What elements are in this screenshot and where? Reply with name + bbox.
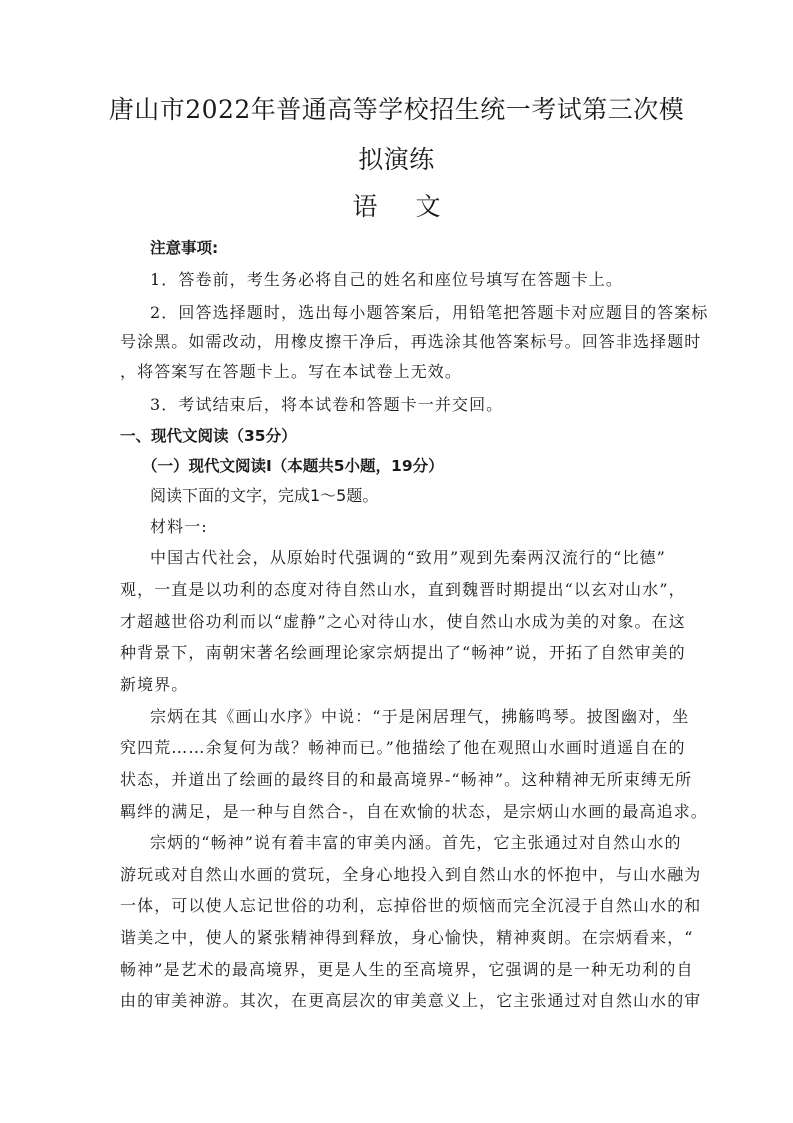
sub-section-heading: （一）现代文阅读Ⅰ（本题共5小题，19分） [142, 457, 444, 475]
passage-line: 究四荒……余复何为哉？畅神而已。”他描绘了他在观照山水画时逍遥自在的 [120, 738, 686, 757]
passage-line: 畅神”是艺术的最高境界，更是人生的至高境界，它强调的是一种无功利的自 [120, 960, 694, 979]
passage-line: 才超越世俗功利而以“虚静”之心对待山水，使自然山水成为美的对象。在这 [120, 612, 686, 631]
passage-line: 种背景下，南朝宋著名绘画理论家宗炳提出了“畅神”说，开拓了自然审美的 [120, 643, 686, 662]
passage-line: 新境界。 [120, 675, 189, 694]
material-label: 材料一: [150, 517, 208, 536]
passage-line: 观，一直是以功利的态度对待自然山水，直到魏晋时期提出“以玄对山水”， [120, 580, 686, 599]
exam-title-line-2: 拟演练 [358, 145, 435, 174]
subject-char-2: 文 [415, 192, 441, 221]
section-heading: 一、现代文阅读（35分） [120, 427, 297, 445]
notice-heading: 注意事项: [150, 239, 219, 257]
passage-line: 游玩或对自然山水画的赏玩，全身心地投入到自然山水的怀抱中，与山水融为 [120, 865, 702, 884]
instruction-text: 阅读下面的文字，完成1～5题。 [150, 486, 379, 505]
passage-line: 宗炳在其《画山水序》中说：“于是闲居理气，拂觞鸣琴。披图幽对，坐 [150, 707, 690, 726]
passage-line: 由的审美神游。其次，在更高层次的审美意义上，它主张通过对自然山水的审 [120, 991, 702, 1010]
exam-title-line-1: 唐山市2022年普通高等学校招生统一考试第三次模 [108, 95, 685, 124]
notice-item: 1．答卷前，考生务必将自己的姓名和座位号填写在答题卡上。 [150, 270, 623, 289]
subject-char-1: 语 [352, 192, 378, 221]
notice-item: 3．考试结束后，将本试卷和答题卡一并交回。 [150, 395, 504, 414]
subject-heading [60, 190, 733, 224]
passage-line: 谐美之中，使人的紧张精神得到释放，身心愉快，精神爽朗。在宗炳看来，“ [120, 928, 694, 947]
passage-line: 一体，可以使人忘记世俗的功利，忘掉俗世的烦恼而完全沉浸于自然山水的和 [120, 896, 702, 915]
passage-line: 中国古代社会，从原始时代强调的“致用”观到先秦两汉流行的“比德” [150, 548, 666, 567]
passage-line: 羁绊的满足，是一种与自然合-，自在欢愉的状态，是宗炳山水画的最高追求。 [120, 802, 708, 821]
passage-line: 状态，并道出了绘画的最终目的和最高境界-“畅神”。这种精神无所束缚无所 [120, 770, 693, 789]
notice-item: 2．回答选择题时，选出每小题答案后，用铅笔把答题卡对应题目的答案标 [150, 303, 709, 322]
notice-item: 号涂黑。如需改动，用橡皮擦干净后，再选涂其他答案标号。回答非选择题时 [120, 332, 702, 351]
passage-line: 宗炳的“畅神”说有着丰富的审美内涵。首先，它主张通过对自然山水的 [150, 833, 682, 852]
notice-item: ，将答案写在答题卡上。写在本试卷上无效。 [120, 362, 463, 381]
